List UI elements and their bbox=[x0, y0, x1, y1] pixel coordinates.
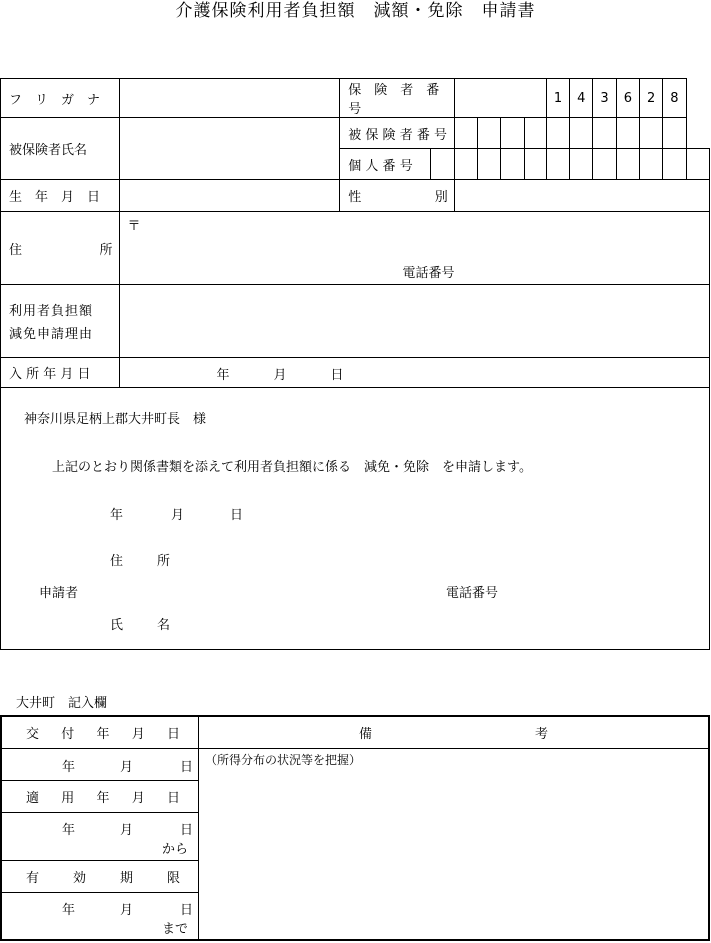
issue-date-char: 交 bbox=[26, 726, 40, 742]
phone-label: 電話番号 bbox=[402, 266, 455, 281]
sex-label bbox=[340, 180, 454, 212]
insured-number-digit[interactable] bbox=[524, 118, 546, 149]
valid-period-char: 限 bbox=[167, 870, 181, 886]
valid-period-char: 期 bbox=[120, 870, 134, 886]
admission-year: 年 bbox=[216, 368, 230, 383]
insurer-digit: 8 bbox=[663, 79, 686, 118]
insured-number-label: 被 保 険 者 番 号 bbox=[340, 118, 454, 149]
apply-day: 日 bbox=[180, 822, 194, 838]
insured-number-digit[interactable] bbox=[501, 118, 524, 149]
insured-number-digit[interactable] bbox=[454, 118, 477, 149]
insured-name-field[interactable] bbox=[119, 118, 340, 180]
remarks-header bbox=[199, 716, 709, 748]
issue-date-char: 月 bbox=[131, 726, 145, 742]
date-month: 月 bbox=[171, 508, 185, 523]
issue-month: 月 bbox=[120, 759, 134, 775]
address-label bbox=[1, 212, 120, 285]
personal-number-digit[interactable] bbox=[616, 149, 639, 180]
apply-date-char: 日 bbox=[167, 790, 181, 806]
apply-month: 月 bbox=[120, 822, 134, 838]
birth-date-label: 生 年 月 日 bbox=[1, 180, 120, 212]
admission-date-label: 入 所 年 月 日 bbox=[1, 358, 120, 388]
insurer-number-blank bbox=[454, 79, 546, 118]
apply-date-char: 月 bbox=[131, 790, 145, 806]
personal-number-digit[interactable] bbox=[478, 149, 501, 180]
issue-date-char: 付 bbox=[61, 726, 75, 742]
valid-period-char: 有 bbox=[26, 870, 40, 886]
personal-number-digit[interactable] bbox=[663, 149, 686, 180]
admission-month: 月 bbox=[273, 368, 287, 383]
applicant-label: 申請者 bbox=[39, 586, 79, 601]
applicant-address-label: 所 bbox=[157, 554, 171, 569]
personal-number-digit[interactable] bbox=[454, 149, 477, 180]
address-label-part: 住 bbox=[9, 242, 23, 258]
town-entry-table bbox=[0, 715, 710, 941]
issue-year: 年 bbox=[62, 759, 76, 775]
insured-number-digit[interactable] bbox=[593, 118, 616, 149]
applicant-name-label: 氏 bbox=[110, 618, 124, 633]
personal-number-digit[interactable] bbox=[639, 149, 662, 180]
postal-mark: 〒 bbox=[127, 219, 141, 234]
until-label: まで bbox=[162, 921, 189, 937]
reason-label-line: 減免申請理由 bbox=[9, 327, 94, 342]
reason-field[interactable] bbox=[119, 285, 710, 358]
sex-field[interactable] bbox=[454, 180, 709, 212]
issue-date-label bbox=[1, 716, 199, 748]
birth-date-field[interactable] bbox=[119, 180, 340, 212]
apply-date-label bbox=[1, 780, 199, 812]
valid-year: 年 bbox=[62, 902, 76, 918]
admission-date-field[interactable] bbox=[119, 358, 710, 388]
insurer-digit: 1 bbox=[546, 79, 569, 118]
insured-number-digit[interactable] bbox=[639, 118, 662, 149]
personal-number-digit[interactable] bbox=[570, 149, 593, 180]
personal-number-digit[interactable] bbox=[546, 149, 569, 180]
town-section-label: 大井町 記入欄 bbox=[16, 696, 108, 711]
address-label-part: 所 bbox=[99, 242, 113, 258]
insured-number-digit[interactable] bbox=[663, 118, 686, 149]
sex-label-part: 性 bbox=[348, 190, 362, 205]
remarks-header-char: 考 bbox=[534, 726, 548, 742]
applicant-phone-label: 電話番号 bbox=[446, 586, 499, 601]
insured-number-digit[interactable] bbox=[546, 118, 569, 149]
personal-number-label: 個 人 番 号 bbox=[340, 149, 431, 180]
address-field[interactable] bbox=[119, 212, 710, 285]
insurer-digit: 3 bbox=[593, 79, 616, 118]
application-table bbox=[0, 78, 710, 650]
furigana-field[interactable] bbox=[119, 79, 340, 118]
date-year: 年 bbox=[110, 508, 124, 523]
apply-date-char: 適 bbox=[26, 790, 40, 806]
insurer-digit: 4 bbox=[570, 79, 593, 118]
personal-number-digit[interactable] bbox=[593, 149, 616, 180]
issue-date-char: 年 bbox=[96, 726, 110, 742]
applicant-name-label: 名 bbox=[157, 618, 171, 633]
furigana-label: フ リ ガ ナ bbox=[1, 79, 120, 118]
apply-date-field[interactable] bbox=[1, 812, 199, 860]
date-day: 日 bbox=[230, 508, 244, 523]
statement: 上記のとおり関係書類を添えて利用者負担額に係る 減免・免除 を申請します。 bbox=[52, 460, 532, 475]
application-statement-box bbox=[1, 388, 710, 650]
insured-number-digit[interactable] bbox=[478, 118, 501, 149]
issue-date-char: 日 bbox=[167, 726, 181, 742]
valid-month: 月 bbox=[120, 902, 134, 918]
sex-label-part: 別 bbox=[434, 190, 448, 205]
remarks-field[interactable] bbox=[199, 748, 709, 940]
admission-day: 日 bbox=[330, 368, 344, 383]
applicant-address-label: 住 bbox=[110, 554, 124, 569]
reason-label bbox=[1, 285, 120, 358]
addressee: 神奈川県足柄上郡大井町長 様 bbox=[24, 412, 207, 427]
valid-period-label bbox=[1, 860, 199, 892]
valid-day: 日 bbox=[180, 902, 194, 918]
reason-label-line: 利用者負担額 bbox=[9, 304, 94, 319]
insurer-digit: 6 bbox=[616, 79, 639, 118]
personal-number-digit[interactable] bbox=[686, 149, 709, 180]
issue-day: 日 bbox=[180, 759, 194, 775]
insured-number-digit[interactable] bbox=[570, 118, 593, 149]
insurer-number-label: 保 険 者 番 号 bbox=[340, 79, 454, 118]
valid-period-char: 効 bbox=[73, 870, 87, 886]
apply-date-char: 年 bbox=[96, 790, 110, 806]
form-title: 介護保険利用者負担額 減額・免除 申請書 bbox=[175, 1, 536, 21]
from-label: から bbox=[162, 841, 189, 857]
insured-name-label: 被保険者氏名 bbox=[1, 118, 120, 180]
issue-date-field[interactable] bbox=[1, 748, 199, 780]
personal-number-digit[interactable] bbox=[431, 149, 454, 180]
personal-number-digit[interactable] bbox=[501, 149, 524, 180]
personal-number-digit[interactable] bbox=[524, 149, 546, 180]
valid-period-field[interactable] bbox=[1, 892, 199, 940]
apply-year: 年 bbox=[62, 822, 76, 838]
remarks-note: （所得分布の状況等を把握） bbox=[205, 752, 362, 767]
insurer-digit: 2 bbox=[639, 79, 662, 118]
apply-date-char: 用 bbox=[61, 790, 75, 806]
remarks-header-char: 備 bbox=[359, 726, 373, 742]
insured-number-digit[interactable] bbox=[616, 118, 639, 149]
